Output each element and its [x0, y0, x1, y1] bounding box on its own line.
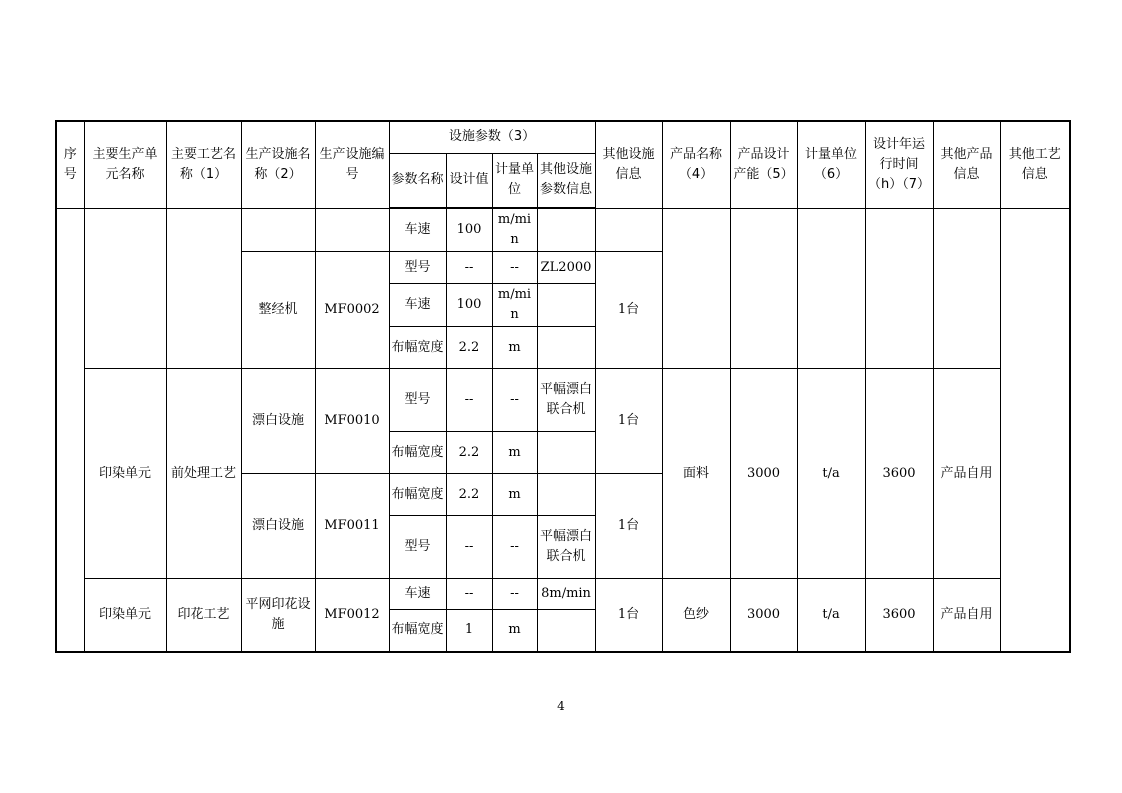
param-value: --	[446, 579, 492, 610]
facility-name: 漂白设施	[241, 474, 315, 579]
header-param-other: 其他设施参数信息	[537, 153, 595, 208]
header-other-product: 其他产品信息	[933, 121, 1000, 208]
param-value: 2.2	[446, 432, 492, 474]
param-other	[537, 610, 595, 652]
unit-name: 印染单元	[84, 369, 166, 579]
param-name: 车速	[389, 284, 446, 327]
param-value: --	[446, 516, 492, 579]
param-name: 车速	[389, 208, 446, 252]
header-product: 产品名称（4）	[662, 121, 730, 208]
param-unit: --	[492, 516, 537, 579]
param-other: 8m/min	[537, 579, 595, 610]
param-value: 2.2	[446, 474, 492, 516]
other-product-info: 产品自用	[933, 579, 1000, 652]
process-name: 前处理工艺	[166, 369, 241, 579]
param-other: 平幅漂白联合机	[537, 369, 595, 432]
param-value: --	[446, 252, 492, 284]
header-facility-code: 生产设施编号	[315, 121, 389, 208]
facility-code: MF0010	[315, 369, 389, 474]
param-value: --	[446, 369, 492, 432]
param-value: 100	[446, 208, 492, 252]
runtime-cell-empty	[865, 208, 933, 369]
facility-name: 整经机	[241, 252, 315, 369]
header-other-process: 其他工艺信息	[1000, 121, 1070, 208]
design-capacity: 3000	[730, 369, 797, 579]
param-other	[537, 208, 595, 252]
header-facility: 生产设施名称（2）	[241, 121, 315, 208]
param-unit: m	[492, 474, 537, 516]
facility-code-cell-empty	[315, 208, 389, 252]
facility-name: 漂白设施	[241, 369, 315, 474]
param-unit: m/min	[492, 284, 537, 327]
header-other-facility: 其他设施信息	[595, 121, 662, 208]
header-capacity: 产品设计产能（5）	[730, 121, 797, 208]
param-name: 布幅宽度	[389, 610, 446, 652]
product-name: 面料	[662, 369, 730, 579]
capacity-unit: t/a	[797, 579, 865, 652]
param-other	[537, 284, 595, 327]
page-number: 4	[557, 699, 565, 713]
runtime-hours: 3600	[865, 369, 933, 579]
facility-name: 平网印花设施	[241, 579, 315, 652]
cap-unit-cell-empty	[797, 208, 865, 369]
other-process-cell	[1000, 208, 1070, 652]
param-unit: --	[492, 369, 537, 432]
param-name: 车速	[389, 579, 446, 610]
facility-table	[55, 120, 1071, 653]
param-name: 型号	[389, 516, 446, 579]
param-name: 布幅宽度	[389, 327, 446, 369]
param-value: 1	[446, 610, 492, 652]
header-process: 主要工艺名称（1）	[166, 121, 241, 208]
process-cell-empty	[166, 208, 241, 369]
facility-count: 1台	[595, 579, 662, 652]
param-name: 型号	[389, 369, 446, 432]
header-runtime: 设计年运行时间（h）（7）	[865, 121, 933, 208]
param-name: 布幅宽度	[389, 474, 446, 516]
unit-cell-empty	[84, 208, 166, 369]
process-name: 印花工艺	[166, 579, 241, 652]
unit-name: 印染单元	[84, 579, 166, 652]
param-unit: m/min	[492, 208, 537, 252]
other-facility-cell-empty	[595, 208, 662, 252]
param-unit: m	[492, 432, 537, 474]
param-name: 布幅宽度	[389, 432, 446, 474]
param-other	[537, 327, 595, 369]
header-param-unit: 计量单位	[492, 153, 537, 208]
param-other: 平幅漂白联合机	[537, 516, 595, 579]
facility-code: MF0002	[315, 252, 389, 369]
param-name: 型号	[389, 252, 446, 284]
param-value: 2.2	[446, 327, 492, 369]
header-unit: 主要生产单元名称	[84, 121, 166, 208]
other-product-info: 产品自用	[933, 369, 1000, 579]
facility-count: 1台	[595, 474, 662, 579]
header-param-name: 参数名称	[389, 153, 446, 208]
capacity-cell-empty	[730, 208, 797, 369]
param-unit: --	[492, 579, 537, 610]
param-unit: m	[492, 610, 537, 652]
param-other: ZL2000	[537, 252, 595, 284]
product-cell-empty	[662, 208, 730, 369]
header-seq: 序号	[56, 121, 84, 208]
param-unit: m	[492, 327, 537, 369]
param-value: 100	[446, 284, 492, 327]
capacity-unit: t/a	[797, 369, 865, 579]
param-other	[537, 474, 595, 516]
header-design-value: 设计值	[446, 153, 492, 208]
facility-code: MF0011	[315, 474, 389, 579]
facility-count: 1台	[595, 252, 662, 369]
facility-code: MF0012	[315, 579, 389, 652]
seq-cell	[56, 208, 84, 652]
param-unit: --	[492, 252, 537, 284]
facility-count: 1台	[595, 369, 662, 474]
product-name: 色纱	[662, 579, 730, 652]
header-cap-unit: 计量单位（6）	[797, 121, 865, 208]
runtime-hours: 3600	[865, 579, 933, 652]
facility-cell-empty	[241, 208, 315, 252]
header-params: 设施参数（3）	[389, 121, 595, 153]
other-product-cell-empty	[933, 208, 1000, 369]
design-capacity: 3000	[730, 579, 797, 652]
param-other	[537, 432, 595, 474]
